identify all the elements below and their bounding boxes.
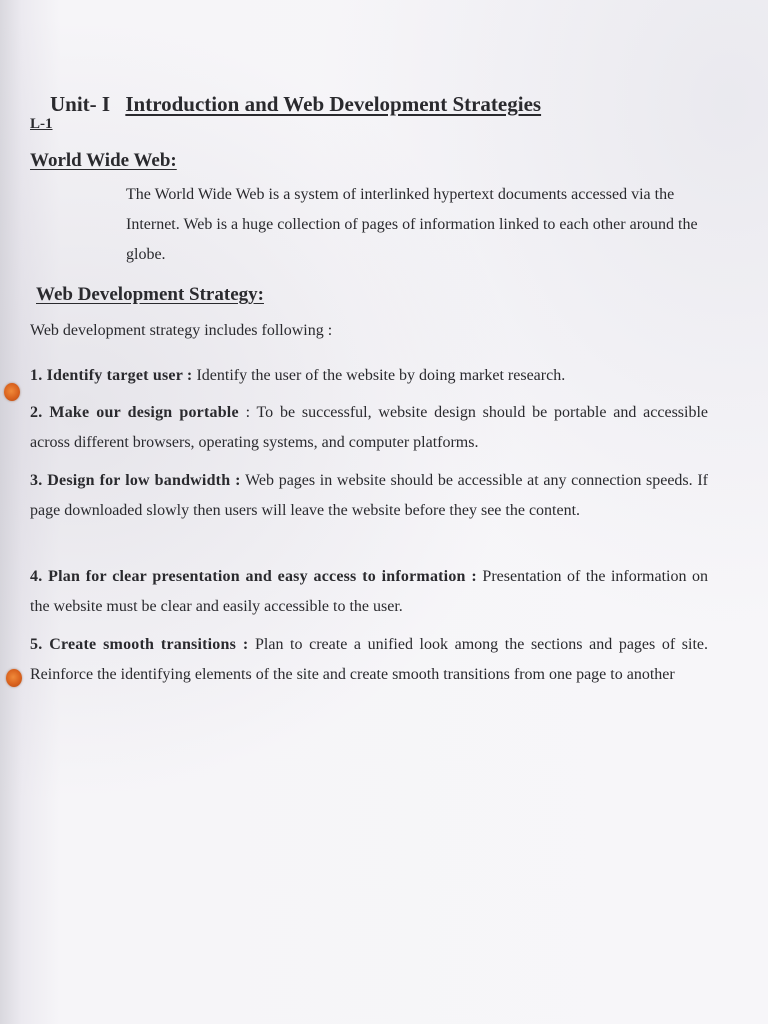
section-heading-www: World Wide Web: bbox=[30, 150, 177, 171]
lecture-label: L-1 bbox=[30, 116, 53, 132]
strategy-item bbox=[30, 361, 708, 391]
strategy-intro: Web development strategy includes following : bbox=[30, 322, 333, 339]
strategy-item-title: 3. Design for low bandwidth : bbox=[30, 472, 241, 489]
punch-hole-mark bbox=[4, 383, 20, 401]
section-heading-strategy: Web Development Strategy: bbox=[36, 284, 264, 305]
strategy-item-text: Plan to create a unified look among the sections and pages of site. Reinforce the identifying elements of the site and create smooth transitions from one page to another bbox=[30, 636, 709, 683]
strategy-item-title: 5. Create smooth transitions : bbox=[30, 636, 249, 653]
strategy-item bbox=[30, 630, 708, 690]
strategy-item-text: Web pages in website should be accessible at any connection speeds. If page downloaded slowly then users will leave the website before they see the content. bbox=[30, 472, 708, 519]
strategy-item-text: : To be successful, website design should be portable and accessible across different browsers, operating systems, and computer platforms. bbox=[30, 404, 709, 451]
strategy-item-text: Identify the user of the website by doing market research. bbox=[196, 367, 566, 384]
page-title bbox=[50, 92, 750, 117]
strategy-item-title: 1. Identify target user : bbox=[30, 367, 193, 384]
strategy-item-title: 2. Make our design portable bbox=[30, 404, 239, 421]
chapter-title: Introduction and Web Development Strategies bbox=[125, 92, 542, 116]
strategy-item bbox=[30, 562, 708, 622]
strategy-item-text: Presentation of the information on the website must be clear and easily accessible to the user. bbox=[30, 568, 709, 615]
strategy-item bbox=[30, 398, 708, 458]
punch-hole-mark bbox=[6, 669, 22, 687]
www-paragraph: The World Wide Web is a system of interlinked hypertext documents accessed via the Internet. Web is a huge collection of pages of information linked to each other around the globe. bbox=[126, 186, 698, 263]
unit-label: Unit- I bbox=[50, 92, 111, 116]
strategy-item-title: 4. Plan for clear presentation and easy access to information : bbox=[30, 568, 477, 585]
strategy-item bbox=[30, 466, 708, 526]
